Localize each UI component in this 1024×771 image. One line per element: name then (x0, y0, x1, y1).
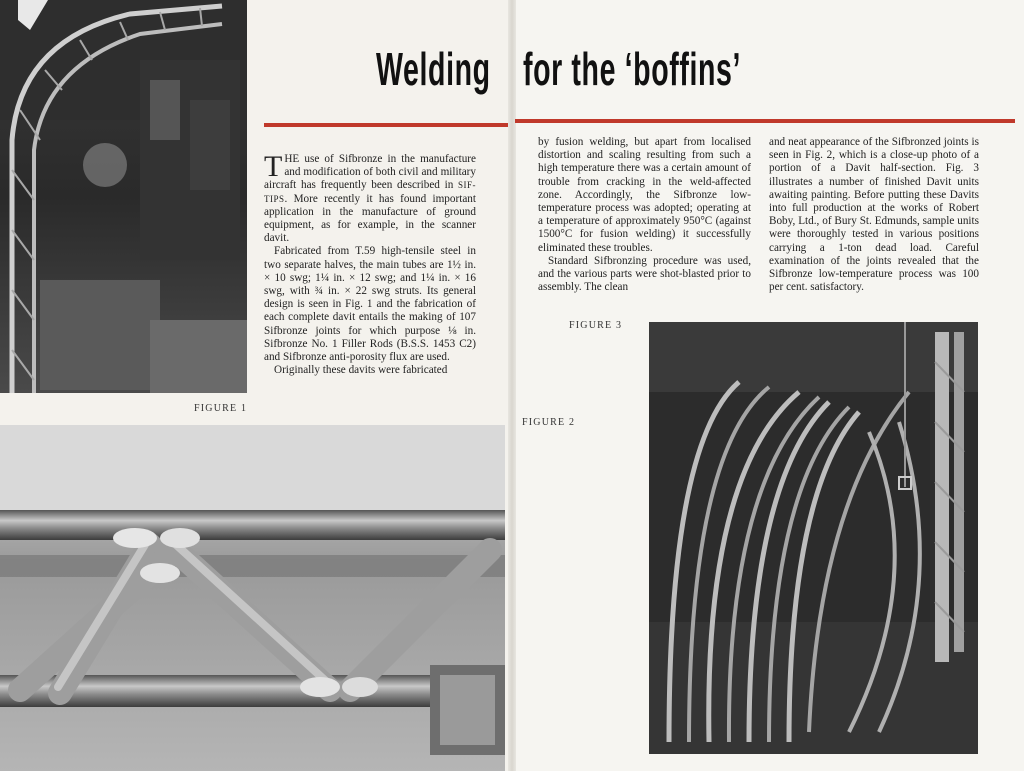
red-rule-left (264, 123, 508, 127)
drop-cap: T (264, 150, 283, 183)
figure-1-caption: FIGURE 1 (194, 403, 248, 414)
figure-3-photo (649, 322, 978, 754)
column-1-paragraph-2: Fabricated from T.59 high-tensile steel in two separate halves, the main tubes are 1½ in. × 10 swg; 1¼ in. × 12 swg; and 1¼ in. × 16 swg, with ¾ in. × 22 swg struts. Its general design is seen in Fig. 1 and the fabrication of each complete davit entails the making of 107 Sifbronze joints for which purpose ⅛ in. Sifbronze No. 1 Filler Rods (B.S.S. 1453 C2) and Sifbronze anti-porosity flux are used. (264, 245, 476, 364)
column-2-paragraph-2: Standard Sifbronzing procedure was used, and the various parts were shot-blasted prior to assembly. The clean (538, 254, 751, 294)
column-1-paragraph-3: Originally these davits were fabricated (274, 364, 448, 377)
figure-1-photo (0, 0, 247, 393)
text-column-1 (264, 150, 476, 377)
figure-2-photo (0, 425, 505, 771)
column-1-paragraph-1: THE use of Sifbronze in the manufacture and modification of both civil and military aircraft has frequently been described in SIF-TIPS. More recently it has found important application in the manufacture of ground equipment, as for example, in the scanner davit. (264, 150, 476, 245)
figure-3-caption: FIGURE 3 (569, 320, 623, 331)
column-2-paragraph-1: by fusion welding, but apart from localised distortion and scaling resulting from such a high temperature there was a certain amount of trouble from cracking in the weld-affected zone. Accordingly, the Sifbronze low-temperature process was adopted; operating at a temperature of approximately 950°C (against 1500°C for fusion welding) it successfully eliminated these troubles. (538, 136, 751, 254)
column-3-paragraph-1: and neat appearance of the Sifbronzed joints is seen in Fig. 2, which is a close-up photo of a portion of a Davit half-section. Fig. 3 illustrates a number of finished Davit units awaiting painting. Before putting these Davits into full production at the works of Robert Boby, Ltd., of Bury St. Edmunds, sample units were thoroughly tested in various positions carrying a 1-ton dead load. Careful examination of the joints revealed that the Sifbronze low-temperature process was 100 per cent. satisfactory. (769, 136, 979, 294)
text-column-3 (769, 136, 979, 294)
page-gutter (508, 0, 516, 771)
headline-left: Welding (376, 43, 491, 95)
text-column-2 (538, 136, 751, 294)
figure-2-caption: FIGURE 2 (522, 417, 576, 428)
brand-name: SIF-TIPS (264, 180, 476, 204)
headline-right: for the ‘boffins’ (523, 43, 742, 95)
red-rule-right (515, 119, 1015, 123)
